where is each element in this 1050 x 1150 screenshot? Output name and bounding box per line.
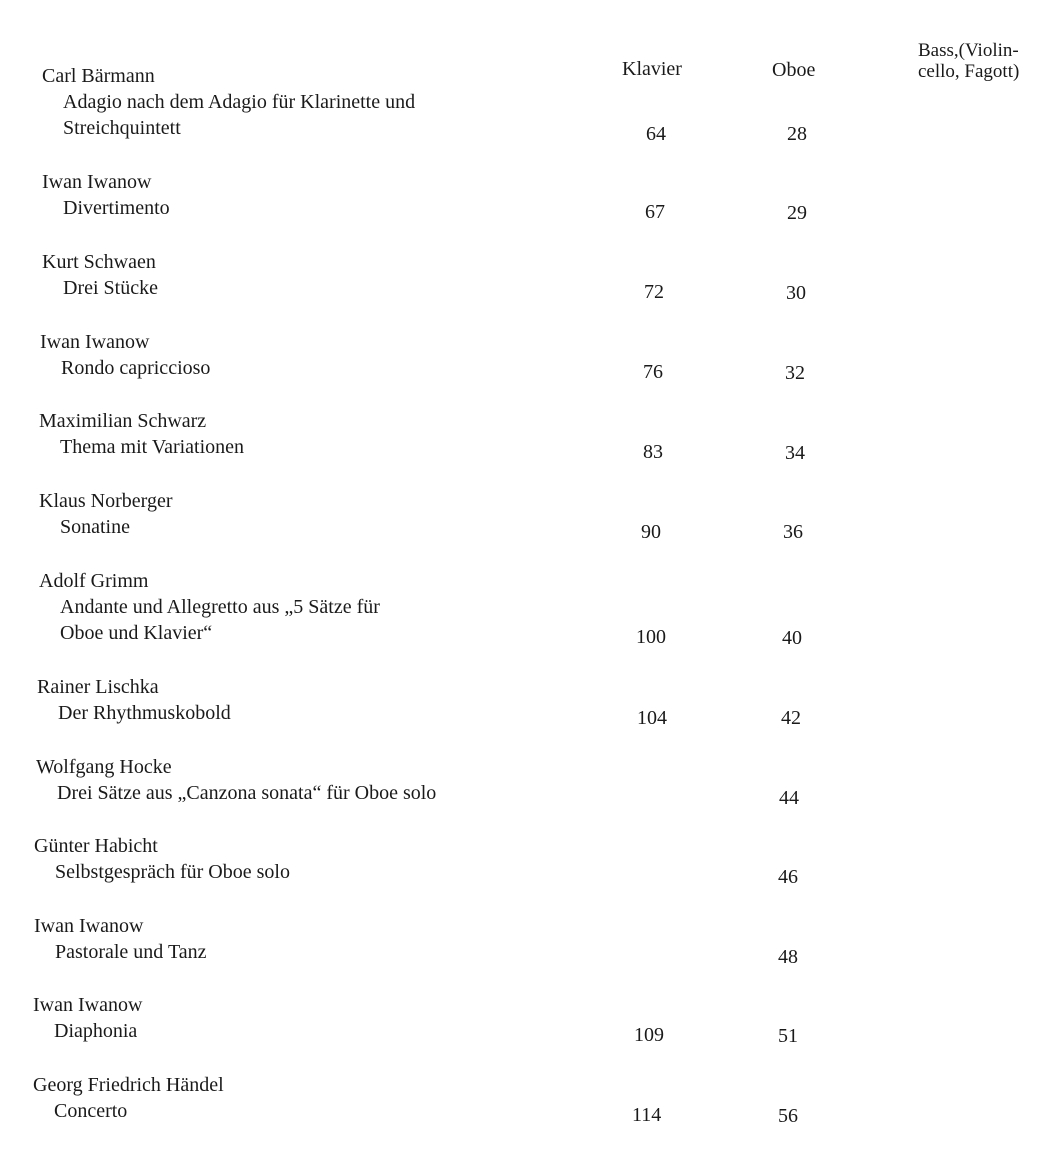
composer-name: Maximilian Schwarz <box>39 410 207 432</box>
work-title: Drei Stücke <box>63 277 158 299</box>
bass-column-header <box>918 40 1043 82</box>
klavier-page-number: 64 <box>646 123 666 145</box>
composer-name: Günter Habicht <box>34 835 158 857</box>
klavier-page-number: 114 <box>632 1104 662 1126</box>
klavier-page-number: 72 <box>644 281 664 303</box>
composer-name: Klaus Norberger <box>39 490 173 512</box>
klavier-page-number: 100 <box>636 626 666 648</box>
oboe-column-header: Oboe <box>772 59 816 81</box>
work-title: Rondo capriccioso <box>61 357 211 379</box>
oboe-page-number: 42 <box>781 707 801 729</box>
composer-name: Iwan Iwanow <box>42 171 152 193</box>
oboe-page-number: 46 <box>778 866 798 888</box>
work-title: Diaphonia <box>54 1020 138 1042</box>
composer-name: Iwan Iwanow <box>40 331 150 353</box>
bass-header-line-1: Bass,(Violin- <box>918 40 1019 61</box>
oboe-page-number: 30 <box>786 282 806 304</box>
composer-name: Iwan Iwanow <box>33 994 143 1016</box>
composer-name: Wolfgang Hocke <box>36 756 172 778</box>
work-title: Thema mit Variationen <box>60 436 245 458</box>
work-title-continued: Streichquintett <box>63 117 181 139</box>
oboe-page-number: 34 <box>785 442 805 464</box>
work-title: Adagio nach dem Adagio für Klarinette und <box>63 91 416 113</box>
oboe-page-number: 32 <box>785 362 805 384</box>
oboe-page-number: 51 <box>778 1025 798 1047</box>
klavier-page-number: 76 <box>643 361 663 383</box>
klavier-page-number: 109 <box>634 1024 664 1046</box>
composer-name: Georg Friedrich Händel <box>33 1074 224 1096</box>
work-title: Pastorale und Tanz <box>55 941 207 963</box>
work-title: Selbstgespräch für Oboe solo <box>55 861 290 883</box>
work-title: Divertimento <box>63 197 170 219</box>
oboe-page-number: 36 <box>783 521 803 543</box>
klavier-column-header: Klavier <box>622 58 682 80</box>
composer-name: Rainer Lischka <box>37 676 159 698</box>
composer-name: Carl Bärmann <box>42 65 155 87</box>
work-title: Sonatine <box>60 516 130 538</box>
oboe-page-number: 56 <box>778 1105 798 1127</box>
work-title: Concerto <box>54 1100 128 1122</box>
work-title: Drei Sätze aus „Canzona sonata“ für Oboe solo <box>57 782 437 804</box>
work-title: Andante und Allegretto aus „5 Sätze für <box>60 596 380 618</box>
work-title: Der Rhythmuskobold <box>58 702 231 724</box>
klavier-page-number: 104 <box>637 707 667 729</box>
klavier-page-number: 67 <box>645 201 665 223</box>
oboe-page-number: 29 <box>787 202 807 224</box>
klavier-page-number: 90 <box>641 521 661 543</box>
work-title-continued: Oboe und Klavier“ <box>60 622 213 644</box>
composer-name: Kurt Schwaen <box>42 251 156 273</box>
composer-name: Iwan Iwanow <box>34 915 144 937</box>
klavier-page-number: 83 <box>643 441 663 463</box>
bass-header-line-2: cello, Fagott) <box>918 61 1020 82</box>
composer-name: Adolf Grimm <box>39 570 149 592</box>
oboe-page-number: 44 <box>779 787 799 809</box>
oboe-page-number: 40 <box>782 627 802 649</box>
oboe-page-number: 28 <box>787 123 807 145</box>
oboe-page-number: 48 <box>778 946 798 968</box>
